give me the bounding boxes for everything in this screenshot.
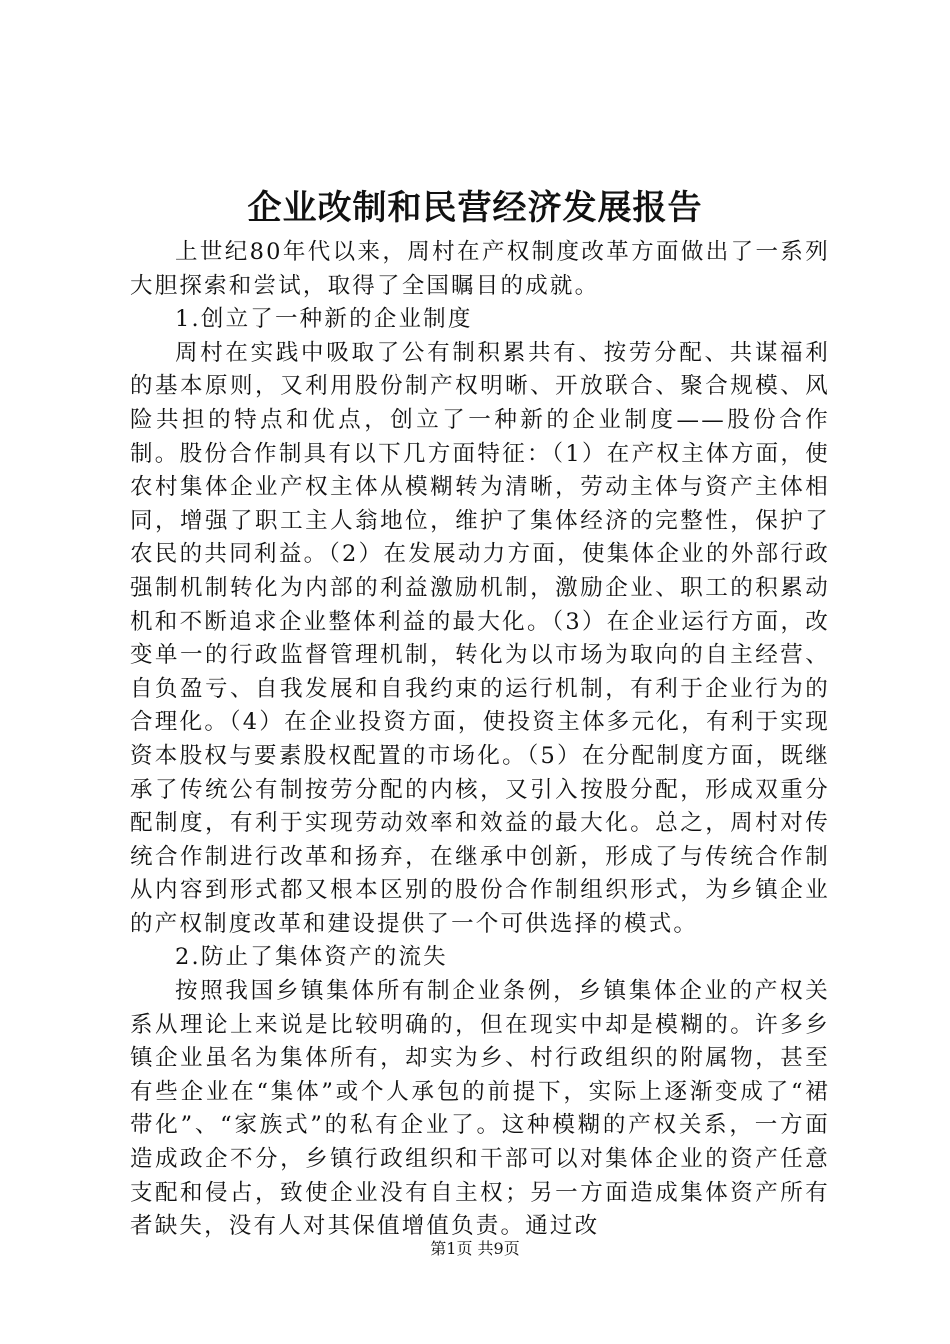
- section-heading-1: 1.创立了一种新的企业制度: [175, 306, 473, 333]
- page-footer: 第1页 共9页: [430, 1239, 520, 1258]
- document-body: [130, 236, 830, 1244]
- section-1-paragraph: 周村在实践中吸取了公有制积累共有、按劳分配、共谋福利的基本原则，又利用股份制产权明晰、开放联合、聚合规模、风险共担的特点和优点，创立了一种新的企业制度——股份合作制。股份合作制具有以下几方面特征：（1）在产权主体方面，使农村集体企业产权主体从模糊转为清晰，劳动主体与资产主体相同，增强了职工主人翁地位，维护了集体经济的完整性，保护了农民的共同利益。（2）在发展动力方面，使集体企业的外部行政强制机制转化为内部的利益激励机制，激励企业、职工的积累动机和不断追求企业整体利益的最大化。（3）在企业运行方面，改变单一的行政监督管理机制，转化为以市场为取向的自主经营、自负盈亏、自我发展和自我约束的运行机制，有利于企业行为的合理化。（4）在企业投资方面，使投资主体多元化，有利于实现资本股权与要素股权配置的市场化。（5）在分配制度方面，既继承了传统公有制按劳分配的内核，又引入按股分配，形成双重分配制度，有利于实现劳动效率和效益的最大化。总之，周村对传统合作制进行改革和扬弃，在继承中创新，形成了与传统合作制从内容到形式都又根本区别的股份合作制组织形式，为乡镇企业的产权制度改革和建设提供了一个可供选择的模式。: [130, 339, 830, 937]
- section-heading-2: 2.防止了集体资产的流失: [175, 944, 448, 971]
- intro-paragraph: 上世纪80年代以来，周村在产权制度改革方面做出了一系列大胆探索和尝试，取得了全国瞩目的成就。: [130, 239, 830, 299]
- section-2-paragraph: 按照我国乡镇集体所有制企业条例，乡镇集体企业的产权关系从理论上来说是比较明确的，但在现实中却是模糊的。许多乡镇企业虽名为集体所有，却实为乡、村行政组织的附属物，甚至有些企业在“集体”或个人承包的前提下，实际上逐渐变成了“裙带化”、“家族式”的私有企业了。这种模糊的产权关系，一方面造成政企不分，乡镇行政组织和干部可以对集体企业的资产任意支配和侵占，致使企业没有自主权；另一方面造成集体资产所有者缺失，没有人对其保值增值负责。通过改: [130, 978, 830, 1240]
- document-title: 企业改制和民营经济发展报告: [247, 188, 703, 228]
